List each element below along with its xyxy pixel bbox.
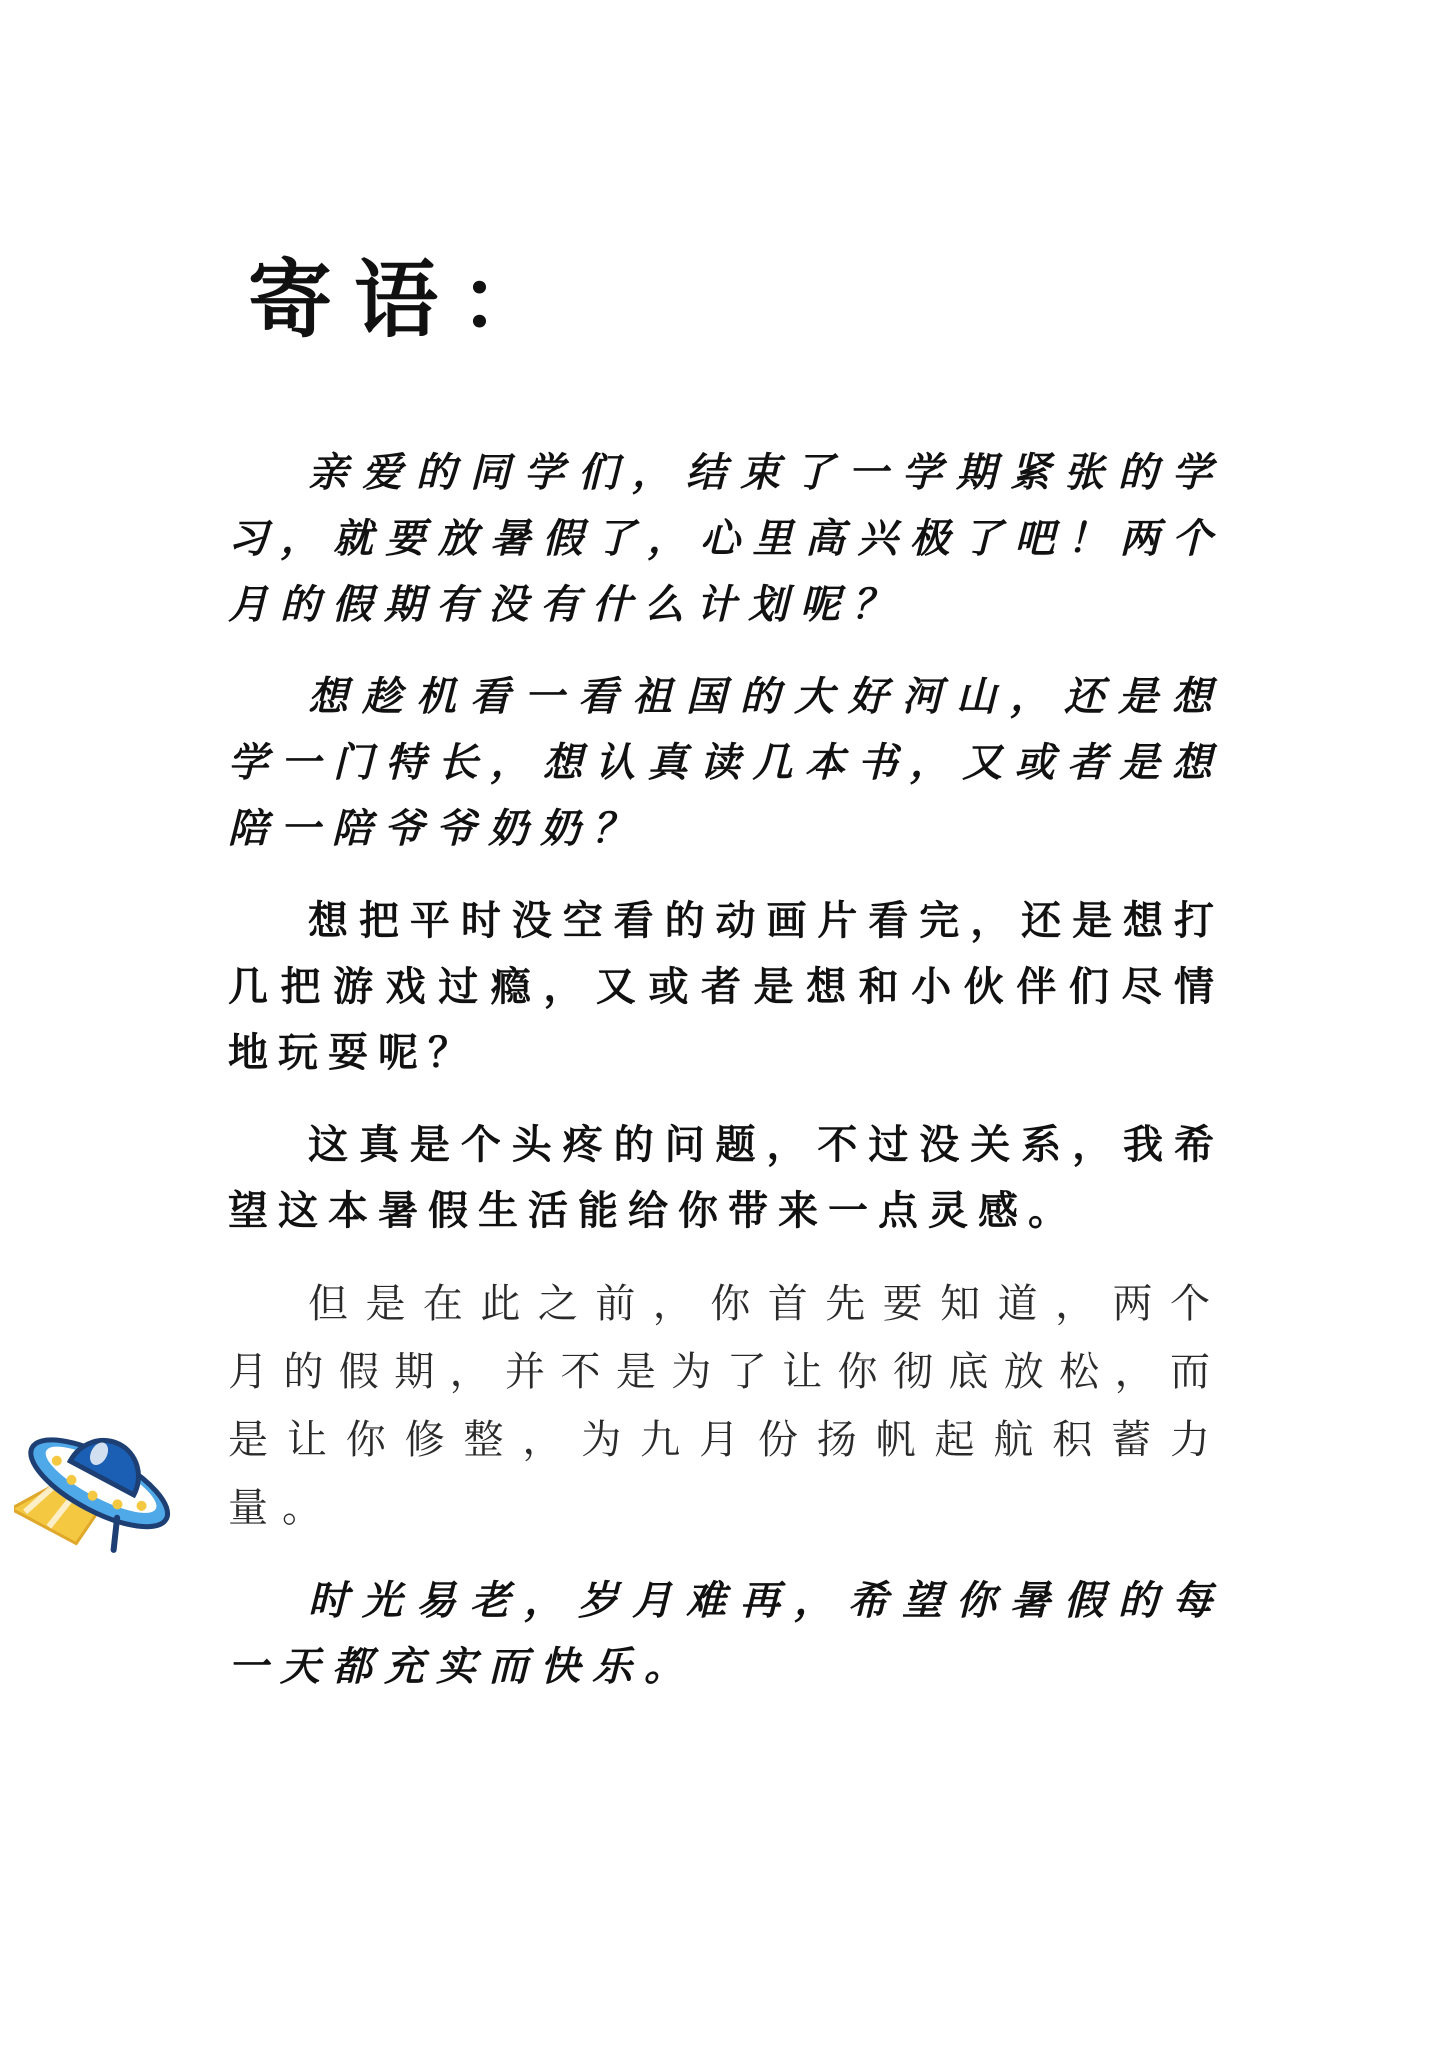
message-body <box>228 440 1224 1726</box>
paragraph-purpose: 但是在此之前，你首先要知道，两个月的假期，并不是为了让你彻底放松，而是让你修整，为九月份扬帆起航积蓄力量。 <box>228 1281 1224 1530</box>
paragraph-greeting: 亲爱的同学们，结束了一学期紧张的学习，就要放暑假了，心里高兴极了吧！两个月的假期有没有什么计划呢？ <box>228 449 1224 628</box>
paragraph-closing: 时光易老，岁月难再，希望你暑假的每一天都充实而快乐。 <box>228 1577 1224 1690</box>
paragraph-fun-ideas: 想把平时没空看的动画片看完，还是想打几把游戏过瘾，又或者是想和小伙伴们尽情地玩耍呢？ <box>228 897 1224 1076</box>
page-title: 寄语： <box>248 251 567 349</box>
paragraph-inspiration: 这真是个头疼的问题，不过没关系，我希望这本暑假生活能给你带来一点灵感。 <box>228 1121 1224 1234</box>
paragraph-travel-ideas: 想趁机看一看祖国的大好河山，还是想学一门特长，想认真读几本书，又或者是想陪一陪爷爷奶奶？ <box>228 673 1224 852</box>
ufo-icon <box>14 1398 190 1560</box>
